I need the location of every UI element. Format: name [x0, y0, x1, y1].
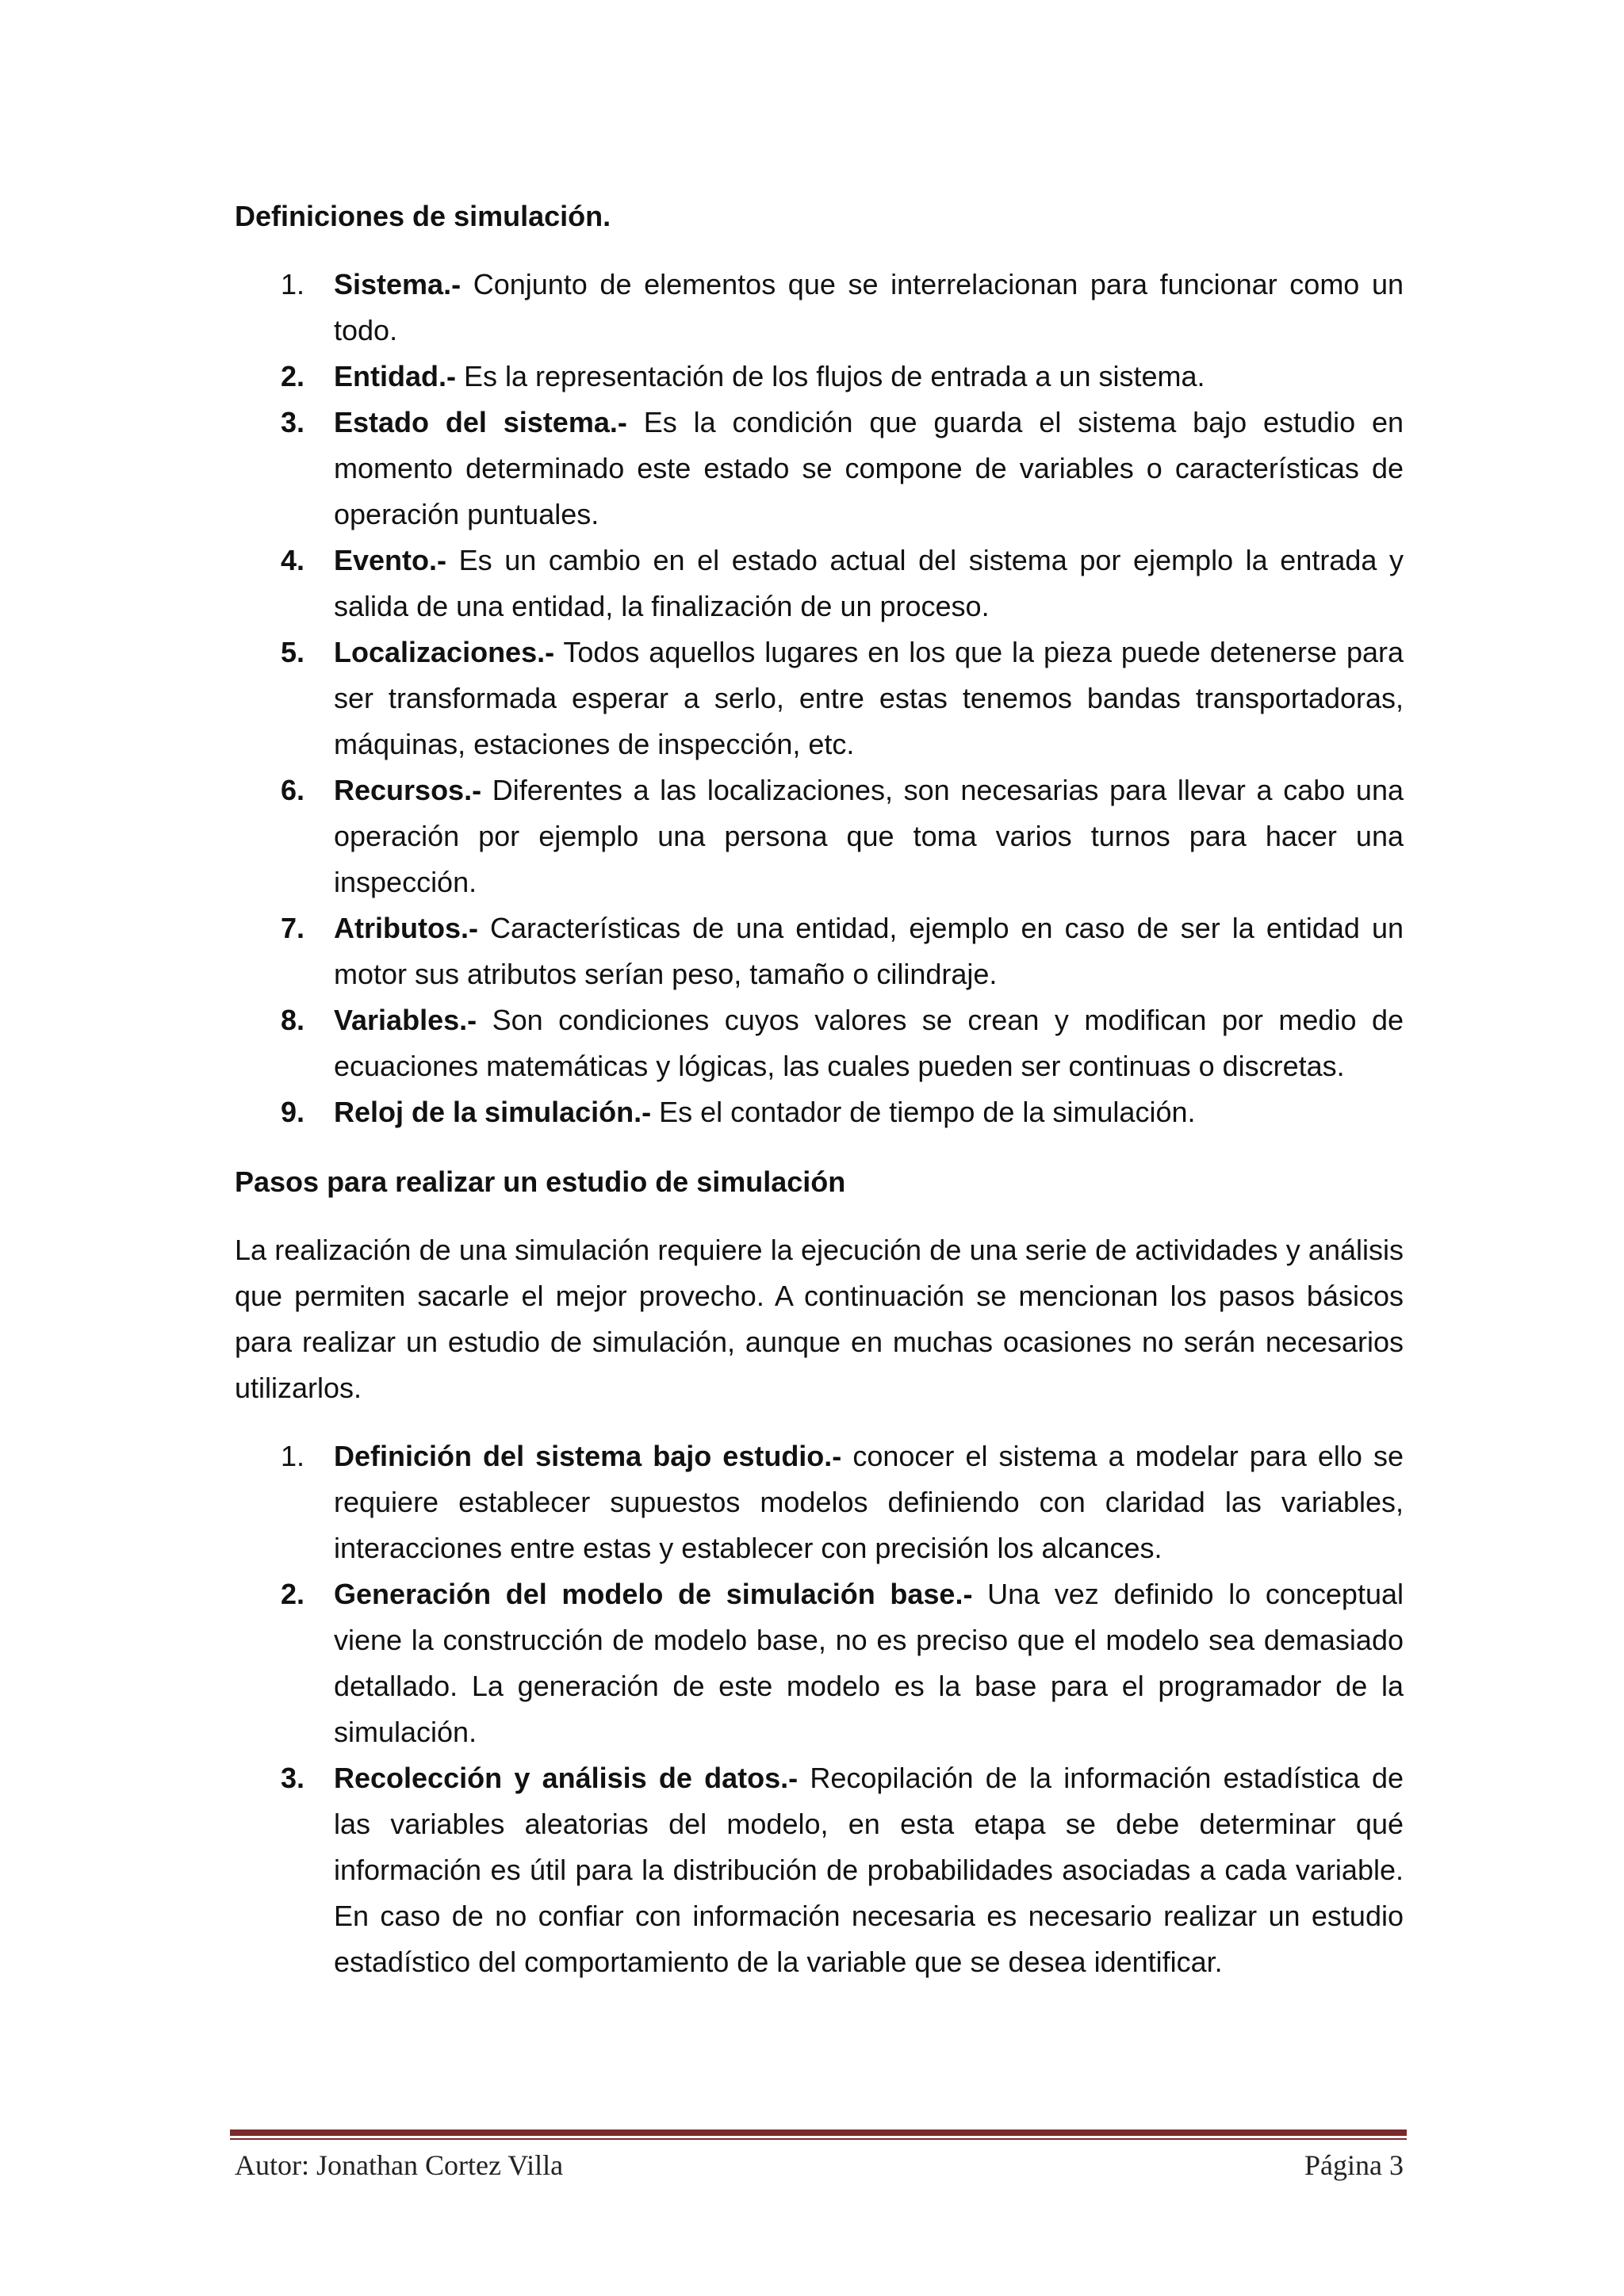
- list-text: Recopilación de la información estadística de las variables aleatorias del modelo, en esta etapa se debe determinar qué información es útil para la distribución de probabilidades asociadas a cada variable. En caso de no confiar con información necesaria es necesario realizar un estudio estadístico del comportamiento de la variable que se desea identificar.: [334, 1762, 1404, 1978]
- list-term: Localizaciones.-: [334, 636, 555, 668]
- list-number: 9.: [281, 1096, 305, 1128]
- list-term: Definición del sistema bajo estudio.-: [334, 1440, 842, 1472]
- steps-list: [235, 1433, 1404, 1985]
- section-title-definiciones: Definiciones de simulación.: [235, 200, 611, 232]
- list-item: [235, 262, 1404, 354]
- list-number: 3.: [281, 1762, 305, 1794]
- list-text: Conjunto de elementos que se interrelacionan para funcionar como un todo.: [334, 268, 1404, 346]
- list-term: Estado del sistema.-: [334, 406, 627, 438]
- list-text: Todos aquellos lugares en los que la pieza puede detenerse para ser transformada esperar a serlo, entre estas tenemos bandas transportadoras, máquinas, estaciones de inspección, etc.: [334, 636, 1404, 760]
- list-text: Es la representación de los flujos de entrada a un sistema.: [455, 360, 1205, 392]
- list-term: Variables.-: [334, 1004, 477, 1036]
- list-number: 7.: [281, 912, 305, 944]
- list-item: [235, 538, 1404, 629]
- list-text: conocer el sistema a modelar para ello se requiere establecer supuestos modelos definiendo con claridad las variables, interacciones entre estas y establecer con precisión los alcances.: [334, 1440, 1404, 1564]
- footer-page-number: Página 3: [1304, 2149, 1404, 2181]
- list-item: [235, 1755, 1404, 1985]
- list-item: [235, 1571, 1404, 1755]
- list-term: Sistema.-: [334, 268, 462, 300]
- list-text: Es la condición que guarda el sistema bajo estudio en momento determinado este estado se compone de variables o características de operación puntuales.: [334, 406, 1404, 530]
- list-item: [235, 400, 1404, 538]
- list-item: [235, 905, 1404, 997]
- list-item: [235, 629, 1404, 767]
- section-title-pasos: Pasos para realizar un estudio de simulación: [235, 1165, 846, 1198]
- page-content: [235, 193, 1404, 1985]
- list-text: Es el contador de tiempo de la simulación.: [651, 1096, 1196, 1128]
- list-number: 1.: [281, 1440, 305, 1472]
- list-item: [235, 1433, 1404, 1571]
- list-term: Recursos.-: [334, 774, 482, 806]
- list-item: [235, 767, 1404, 905]
- footer-author: Autor: Jonathan Cortez Villa: [235, 2149, 564, 2181]
- list-term: Generación del modelo de simulación base.-: [334, 1578, 973, 1610]
- list-term: Reloj de la simulación.-: [334, 1096, 652, 1128]
- list-number: 2.: [281, 360, 305, 392]
- intro-paragraph: La realización de una simulación requiere la ejecución de una serie de actividades y análisis que permiten sacarle el mejor provecho. A continuación se mencionan los pasos básicos para realizar un estudio de simulación, aunque en muchas ocasiones no serán necesarios utilizarlos.: [235, 1234, 1404, 1404]
- page-footer: [235, 2145, 1404, 2185]
- list-number: 2.: [281, 1578, 305, 1610]
- footer-rule-thin: [230, 2138, 1407, 2140]
- list-item: [235, 1089, 1404, 1135]
- list-term: Evento.-: [334, 544, 447, 576]
- list-text: Características de una entidad, ejemplo en caso de ser la entidad un motor sus atributos serían peso, tamaño o cilindraje.: [334, 912, 1404, 990]
- list-term: Recolección y análisis de datos.-: [334, 1762, 799, 1794]
- list-item: [235, 997, 1404, 1089]
- definitions-list: [235, 262, 1404, 1135]
- list-text: Diferentes a las localizaciones, son necesarias para llevar a cabo una operación por ejemplo una persona que toma varios turnos para hacer una inspección.: [334, 774, 1404, 898]
- list-text: Son condiciones cuyos valores se crean y modifican por medio de ecuaciones matemáticas y lógicas, las cuales pueden ser continuas o discretas.: [334, 1004, 1404, 1082]
- list-number: 5.: [281, 636, 305, 668]
- list-number: 1.: [281, 268, 305, 300]
- list-term: Entidad.-: [334, 360, 456, 392]
- list-number: 3.: [281, 406, 305, 438]
- list-number: 6.: [281, 774, 305, 806]
- list-number: 4.: [281, 544, 305, 576]
- list-text: Es un cambio en el estado actual del sistema por ejemplo la entrada y salida de una entidad, la finalización de un proceso.: [334, 544, 1404, 622]
- list-text: Una vez definido lo conceptual viene la construcción de modelo base, no es preciso que el modelo sea demasiado detallado. La generación de este modelo es la base para el programador de la simulación.: [334, 1578, 1404, 1748]
- footer-rule: [230, 2130, 1407, 2136]
- list-item: [235, 354, 1404, 400]
- list-term: Atributos.-: [334, 912, 478, 944]
- list-number: 8.: [281, 1004, 305, 1036]
